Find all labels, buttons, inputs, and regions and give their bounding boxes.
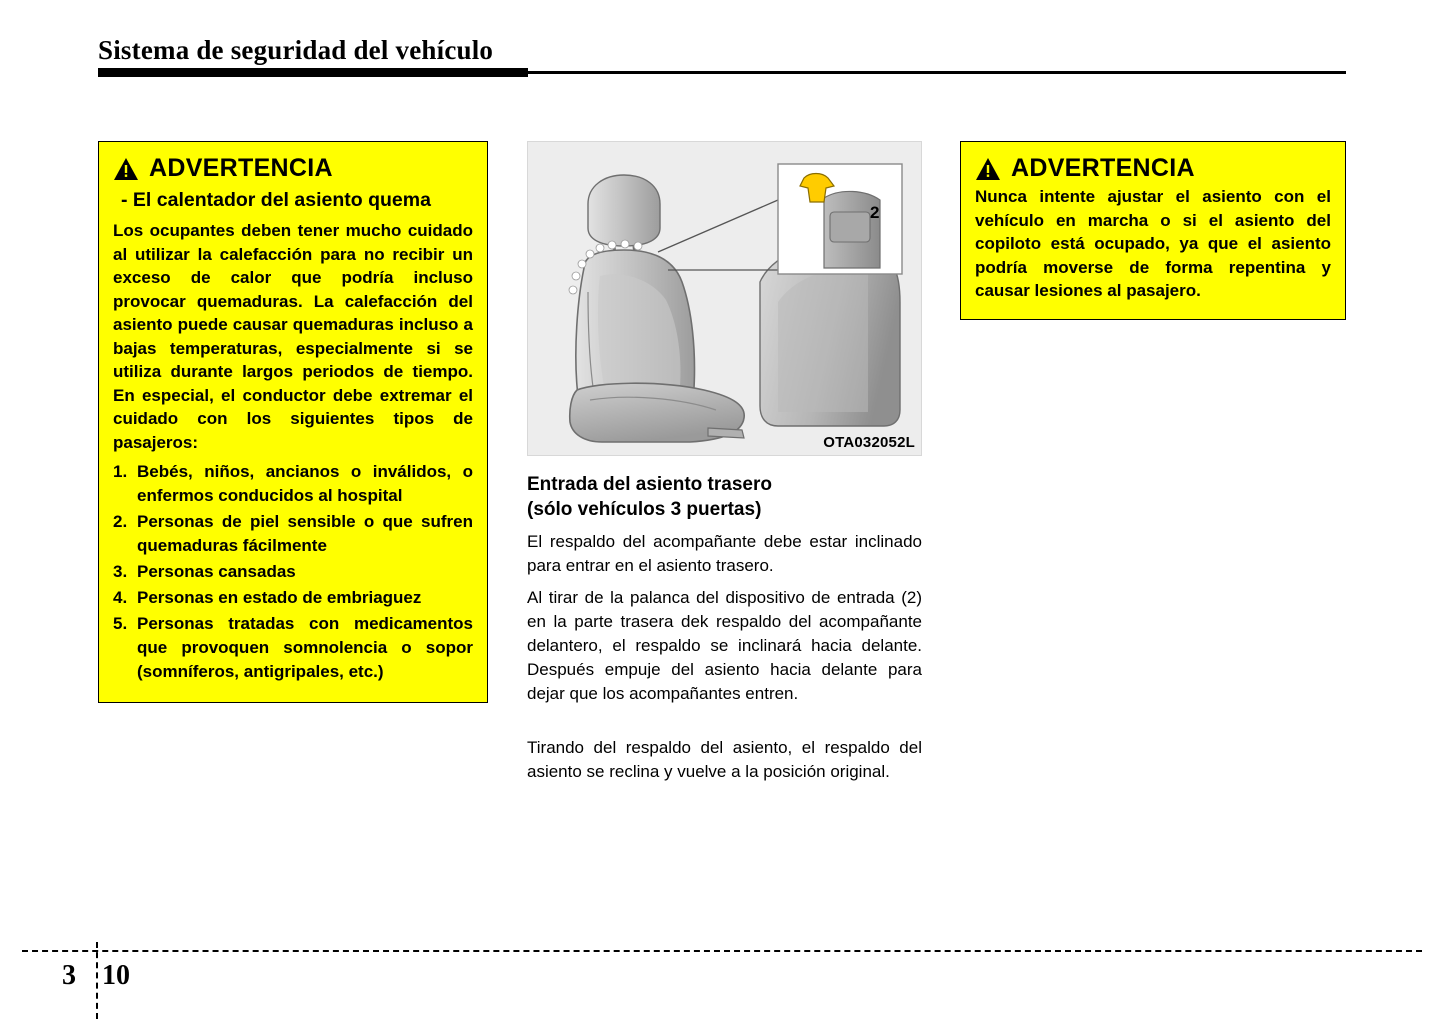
paragraph-gap [527, 714, 922, 736]
warning-subtitle: - El calentador del asiento quema [121, 189, 431, 211]
column-left [98, 141, 488, 703]
figure-rear-seat-entry [527, 141, 922, 456]
list-item-text: Bebés, niños, ancianos o inválidos, o enfermos conducidos al hospital [137, 462, 473, 505]
warning-title: ADVERTENCIA [149, 154, 333, 182]
page-number: 10 [102, 960, 130, 991]
list-item-number: 1. [113, 462, 128, 481]
warning-body: Nunca intente ajustar el asiento con el vehículo en marcha o si el asiento del copiloto está ocupado, ya que el asiento podría moverse de forma repentina y causar lesiones al pasajero. [975, 187, 1331, 300]
header-rule-accent [98, 68, 528, 77]
list-item [113, 586, 473, 610]
chapter-number: 3 [62, 960, 76, 991]
list-item [113, 510, 473, 558]
warning-header [113, 154, 473, 183]
list-item-text: Personas tratadas con medicamentos que provoquen somnolencia o sopor (somníferos, antigripales, etc.) [137, 614, 473, 681]
figure-code: OTA032052L [823, 434, 915, 451]
page-title: Sistema de seguridad del vehículo [98, 35, 494, 65]
page-footer [0, 942, 1445, 1002]
warning-box-seat-adjust [960, 141, 1346, 320]
column-center [527, 141, 922, 792]
list-item-text: Personas en estado de embriaguez [137, 588, 422, 607]
warning-title: ADVERTENCIA [1011, 154, 1195, 182]
page-number-group [62, 960, 130, 992]
seat-lever-shape [708, 428, 744, 438]
body-paragraph-2: Al tirar de la palanca del dispositivo de entrada (2) en la parte trasera dek respaldo del acompañante delantero, el respaldo se inclinará hacia delante. Después empuje del asiento hacia delante para dejar que los acompañantes entren. [527, 588, 922, 703]
callout-lever [830, 212, 870, 242]
list-item-text: Personas cansadas [137, 562, 296, 581]
list-item-number: 3. [113, 562, 128, 581]
list-item [113, 612, 473, 684]
column-right [960, 141, 1346, 320]
list-item-number: 4. [113, 588, 128, 607]
list-item [113, 460, 473, 508]
list-item-number: 5. [113, 614, 128, 633]
warning-list [113, 460, 473, 684]
warning-box-seat-heater [98, 141, 488, 703]
section-title [527, 472, 922, 522]
body-paragraph-3: Tirando del respaldo del asiento, el respaldo del asiento se reclina y vuelve a la posición original. [527, 738, 922, 781]
page-header [98, 34, 1346, 74]
section-title-line2: (sólo vehículos 3 puertas) [527, 499, 762, 520]
seat-illustration-svg [528, 142, 921, 455]
list-item-text: Personas de piel sensible o que sufren quemaduras fácilmente [137, 512, 473, 555]
warning-body: Los ocupantes deben tener mucho cuidado al utilizar la calefacción para no recibir un exceso de calor que podría incluso provocar quemaduras. La calefacción del asiento puede causar quemaduras incluso a bajas temperaturas, especialmente si se utiliza durante largos periodos de tiempo. En especial, el conductor debe extremar el cuidado con los siguientes tipos de pasajeros: [113, 221, 473, 452]
headrest-shape [588, 175, 660, 246]
warning-triangle-icon [113, 157, 139, 181]
footer-rule [22, 950, 1422, 952]
warning-header [975, 154, 1331, 183]
section-title-line1: Entrada del asiento trasero [527, 474, 772, 495]
callout-number: 2 [870, 203, 880, 222]
list-item [113, 560, 473, 584]
list-item-number: 2. [113, 512, 128, 531]
body-paragraph-1: El respaldo del acompañante debe estar inclinado para entrar en el asiento trasero. [527, 532, 922, 575]
warning-triangle-icon [975, 157, 1001, 181]
